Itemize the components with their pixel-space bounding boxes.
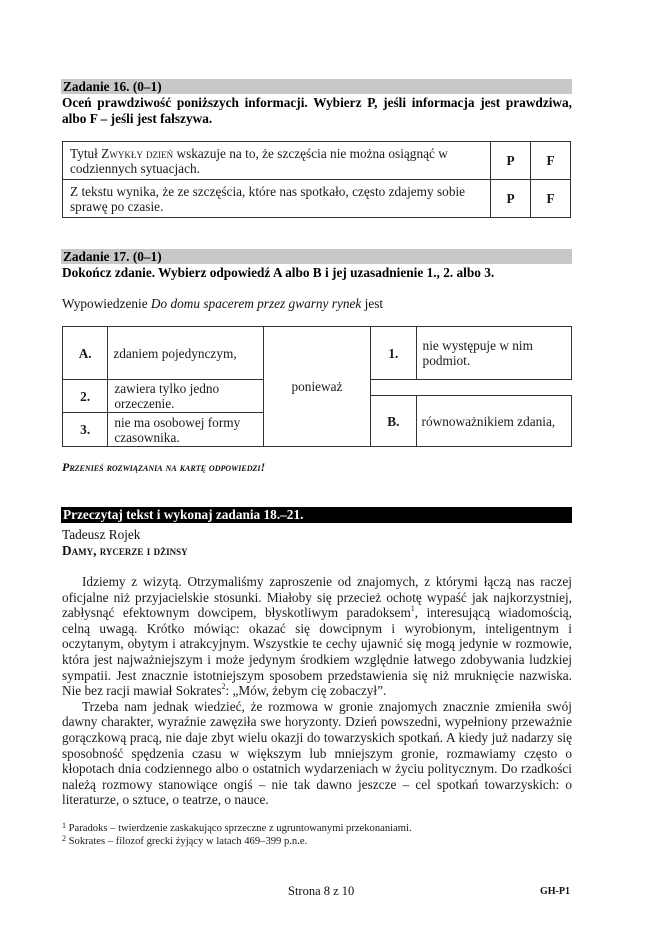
task-16-true-false-table: [62, 141, 571, 218]
option-b-label[interactable]: B.: [371, 396, 416, 447]
option-b-text[interactable]: równoważnikiem zdania,: [416, 396, 571, 447]
page-number: Strona 8 z 10: [288, 884, 355, 898]
reason-2-text[interactable]: zawiera tylko jedno orzeczenie.: [108, 380, 263, 413]
reason-1-text[interactable]: nie występuje w nim podmiot.: [416, 327, 571, 380]
title-reference: Zwykły dzień: [101, 145, 174, 161]
table-row: [63, 142, 571, 180]
footnote-ref-1: 1: [410, 604, 415, 614]
footnotes: [62, 822, 572, 848]
task-16-instruction: Oceń prawdziwość poniższych informacji. Wybierz P, jeśli informacja jest prawdziwa, albo F – jeśli jest fałszywa.: [62, 95, 572, 126]
task-17-header: Zadanie 17. (0–1): [61, 249, 572, 264]
task-16-header: Zadanie 16. (0–1): [61, 79, 572, 94]
reason-3-number[interactable]: 3.: [63, 413, 108, 447]
table-row: [63, 180, 571, 218]
statement-2: Z tekstu wynika, że ze szczęścia, które nas spotkało, często zdajemy sobie sprawę po czasie.: [63, 180, 491, 218]
answer-true-2[interactable]: P: [491, 180, 531, 218]
statement-1: Tytuł Zwykły dzień wskazuje na to, że szczęścia nie można osiągnąć w codziennych sytuacjach.: [63, 142, 491, 180]
quoted-sentence: Do domu spacerem przez gwarny rynek: [150, 296, 362, 311]
exam-code: GH-P1: [540, 886, 570, 897]
author: Tadeusz Rojek: [62, 527, 141, 542]
answer-false-1[interactable]: F: [531, 142, 571, 180]
answer-true-1[interactable]: P: [491, 142, 531, 180]
task-17-prompt: Wypowiedzenie Do domu spacerem przez gwarny rynek jest: [62, 296, 384, 311]
footnote-ref-2: 2: [221, 682, 226, 692]
reason-1-number[interactable]: 1.: [371, 327, 416, 380]
transfer-notice: Przenieś rozwiązania na kartę odpowiedzi!: [62, 460, 266, 474]
reason-2-number[interactable]: 2.: [63, 380, 108, 413]
answer-false-2[interactable]: F: [531, 180, 571, 218]
paragraph-2: Trzeba nam jednak wiedzieć, że rozmowa w gronie znajomych znacznie zmieniła swój dawny charakter, wyraźnie zawęziła swe horyzonty. Dzień powszedni, wypełniony przeważnie gorączkową pracą, nie daje zbyt wielu okazji do towarzyskich spotkań. A kiedy już nadarzy się sposobność spędzenia czasu w większym lub mniejszym gronie, rozmawiamy często o kłopotach dnia codziennego albo o ostatnich wydarzeniach w życiu politycznym. Do rzadkości należą rozmowy stanowiące ongiś – nie tak dawno jeszcze – cel spotkań towarzyskich: o literaturze, o sztuce, o teatrze, o nauce.: [62, 698, 572, 808]
task-17-choice-table: [62, 326, 572, 447]
paragraph-1: Idziemy z wizytą. Otrzymaliśmy zaproszenie od znajomych, z którymi łączą nas raczej oficjalne niż przyjacielskie stosunki. Miałoby się przecież ochotę wypaść jak najkorzystniej, zabłysnąć efektownym dowcipem, błyskotliwym paradoksem$^1$, interesującą wiadomością, celną uwagą. Krótko mówiąc: okazać się dowcipnym i wyrobionym, inteligentnym i oczytanym, obytym i atrakcyjnym. Wszystkie te cechy ujawnić się mogą jedynie w rozmowie, która jest najważniejszym i może jedynym środkiem względnie łatwego zdobywania ludzkiej sympatii. Jest znacznie istotniejszym sposobem przedstawienia się niż mruknięcie nazwiska. Nie bez racji mawiał Sokrates$^2$: „Mów, żebym cię zobaczył”.: [62, 574, 572, 699]
option-a-text[interactable]: zdaniem pojedynczym,: [108, 327, 263, 380]
option-a-label[interactable]: A.: [63, 327, 108, 380]
text-title: Damy, rycerze i dżinsy: [62, 543, 188, 558]
reason-3-text[interactable]: nie ma osobowej formy czasownika.: [108, 413, 263, 447]
footnote-1: $^1$ Paradoks – twierdzenie zaskakująco sprzeczne z ugruntowanymi przekonaniami.: [62, 821, 412, 834]
table-row: [63, 327, 572, 363]
reading-passage: [62, 574, 572, 808]
connector: ponieważ: [263, 327, 370, 447]
reading-header-bar: Przeczytaj tekst i wykonaj zadania 18.–21.: [61, 507, 572, 523]
task-17-instruction: Dokończ zdanie. Wybierz odpowiedź A albo B i jej uzasadnienie 1., 2. albo 3.: [62, 265, 495, 280]
footnote-2: $^2$ Sokrates – filozof grecki żyjący w latach 469–399 p.n.e.: [62, 834, 308, 847]
